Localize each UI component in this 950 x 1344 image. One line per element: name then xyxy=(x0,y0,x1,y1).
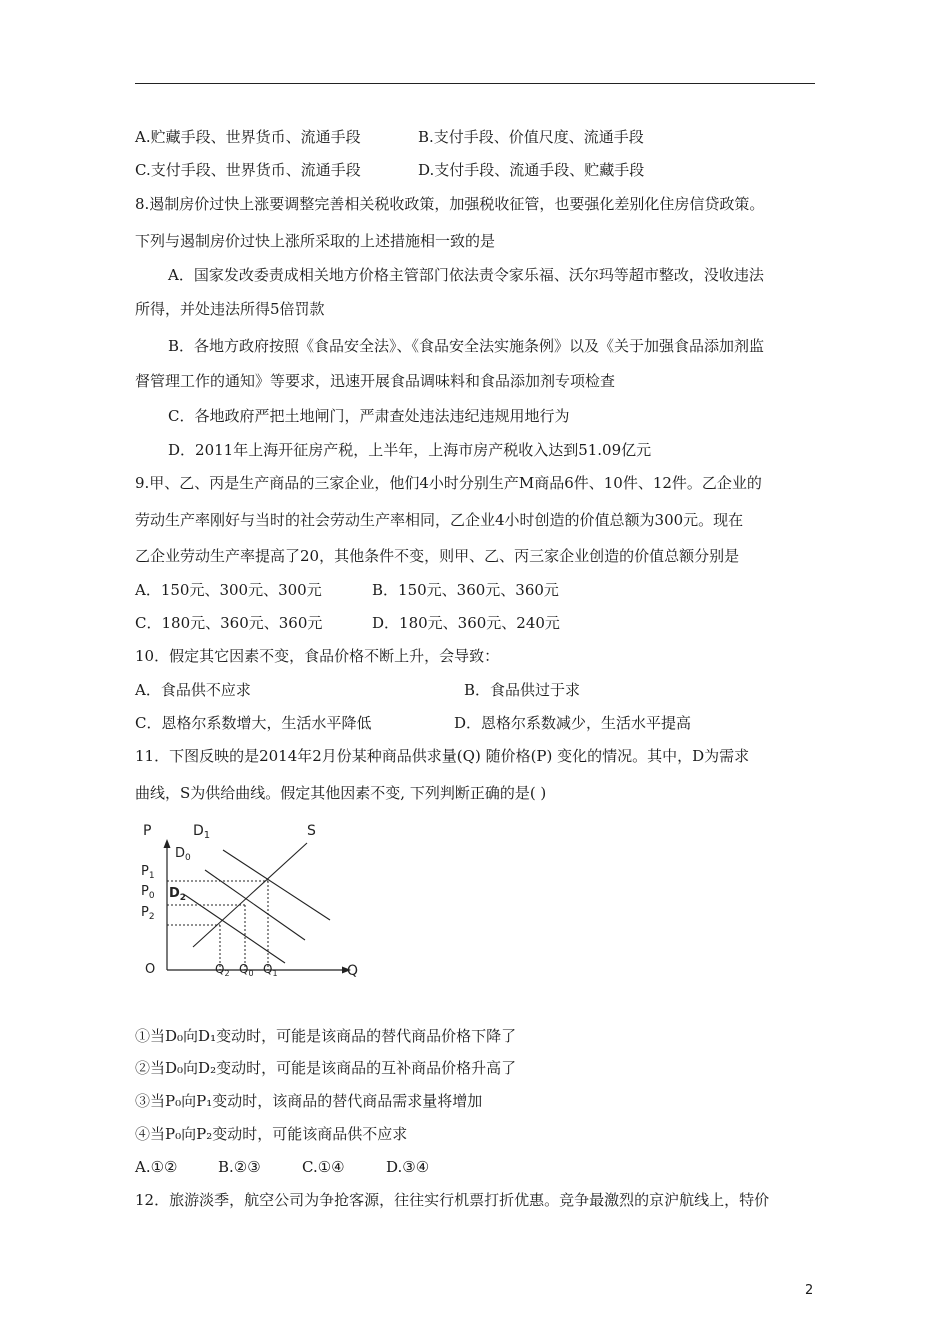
label-q1: $Q_1$ xyxy=(263,962,278,978)
q11-option-a: A.①② xyxy=(135,1158,178,1176)
q7-option-d: D.支付手段、流通手段、贮藏手段 xyxy=(418,161,645,179)
q7-option-c: C.支付手段、世界货币、流通手段 xyxy=(135,161,361,179)
q11-statement-2: ②当D₀向D₂变动时，可能是该商品的互补商品价格升高了 xyxy=(135,1059,517,1077)
supply-curve-s xyxy=(193,843,307,947)
label-p0: $P_0$ xyxy=(141,884,155,901)
q11-statement-1: ①当D₀向D₁变动时，可能是该商品的替代商品价格下降了 xyxy=(135,1027,517,1045)
q10-option-a: A．食品供不应求 xyxy=(135,681,251,699)
label-d2: $D_2$ xyxy=(169,886,187,903)
q8-option-b-line1: B．各地方政府按照《食品安全法》、《食品安全法实施条例》以及《关于加强食品添加剂监 xyxy=(168,337,765,355)
label-d0: $D_0$ xyxy=(175,846,191,863)
q8-option-d: D．2011年上海开征房产税，上半年，上海市房产税收入达到51.09亿元 xyxy=(168,441,652,459)
q9-stem-line3: 乙企业劳动生产率提高了20，其他条件不变，则甲、乙、丙三家企业创造的价值总额分别是 xyxy=(135,547,740,565)
label-p2: $P_2$ xyxy=(141,905,155,922)
q9-option-c: C．180元、360元、360元 xyxy=(135,614,323,632)
header-rule xyxy=(135,83,815,84)
q8-stem-line1: 8.遏制房价过快上涨要调整完善相关税收政策，加强税收征管，也要强化差别化住房信贷政策。 xyxy=(135,195,765,213)
q8-stem-line2: 下列与遏制房价过快上涨所采取的上述措施相一致的是 xyxy=(135,232,496,250)
q11-statement-4: ④当P₀向P₂变动时，可能该商品供不应求 xyxy=(135,1125,408,1143)
q9-stem-line1: 9.甲、乙、丙是生产商品的三家企业，他们4小时分别生产M商品6件、10件、12件。乙企业的 xyxy=(135,474,762,492)
label-o: O xyxy=(145,962,156,977)
q10-option-c: C．恩格尔系数增大，生活水平降低 xyxy=(135,714,372,732)
q10-stem: 10．假定其它因素不变，食品价格不断上升，会导致： xyxy=(135,647,500,665)
label-s: S xyxy=(307,823,316,839)
q9-option-b: B．150元、360元、360元 xyxy=(372,581,559,599)
p-axis-arrow xyxy=(164,839,171,848)
q10-option-d: D．恩格尔系数减少，生活水平提高 xyxy=(454,714,692,732)
q10-option-b: B．食品供过于求 xyxy=(464,681,581,699)
label-p: P xyxy=(143,823,152,839)
label-q: Q xyxy=(347,963,359,979)
label-p1: $P_1$ xyxy=(141,864,155,881)
q11-statement-3: ③当P₀向P₁变动时，该商品的替代商品需求量将增加 xyxy=(135,1092,483,1110)
page-number: 2 xyxy=(805,1283,814,1298)
q8-option-c: C．各地政府严把土地闸门，严肃查处违法违纪违规用地行为 xyxy=(168,407,570,425)
q7-option-b: B.支付手段、价值尺度、流通手段 xyxy=(418,128,644,146)
label-d1: $D_1$ xyxy=(193,823,211,841)
q7-option-a: A.贮藏手段、世界货币、流通手段 xyxy=(135,128,361,146)
supply-demand-graph xyxy=(135,815,370,990)
q11-option-b: B.②③ xyxy=(218,1158,261,1176)
q9-option-a: A．150元、300元、300元 xyxy=(135,581,322,599)
q8-option-a-line2: 所得，并处违法所得5倍罚款 xyxy=(135,300,325,318)
demand-curve-d1 xyxy=(223,850,330,920)
label-q0: $Q_0$ xyxy=(239,962,254,978)
q8-option-b-line2: 督管理工作的通知》等要求，迅速开展食品调味料和食品添加剂专项检查 xyxy=(135,372,616,390)
q8-option-a-line1: A．国家发改委责成相关地方价格主管部门依法责令家乐福、沃尔玛等超市整改，没收违法 xyxy=(168,266,764,284)
q12-stem-line1: 12．旅游淡季，航空公司为争抢客源，往往实行机票打折优惠。竞争最激烈的京沪航线上，特价 xyxy=(135,1191,770,1209)
q9-stem-line2: 劳动生产率刚好与当时的社会劳动生产率相同，乙企业4小时创造的价值总额为300元。现在 xyxy=(135,511,744,529)
q11-option-d: D.③④ xyxy=(386,1158,430,1176)
q9-option-d: D．180元、360元、240元 xyxy=(372,614,560,632)
q11-stem-line1: 11．下图反映的是2014年2月份某种商品供求量(Q) 随价格(P) 变化的情况。其中，D为需求 xyxy=(135,747,750,765)
q11-option-c: C.①④ xyxy=(302,1158,345,1176)
q11-stem-line2: 曲线，S为供给曲线。假定其他因素不变, 下列判断正确的是( ) xyxy=(135,784,547,802)
label-q2: $Q_2$ xyxy=(215,962,230,978)
